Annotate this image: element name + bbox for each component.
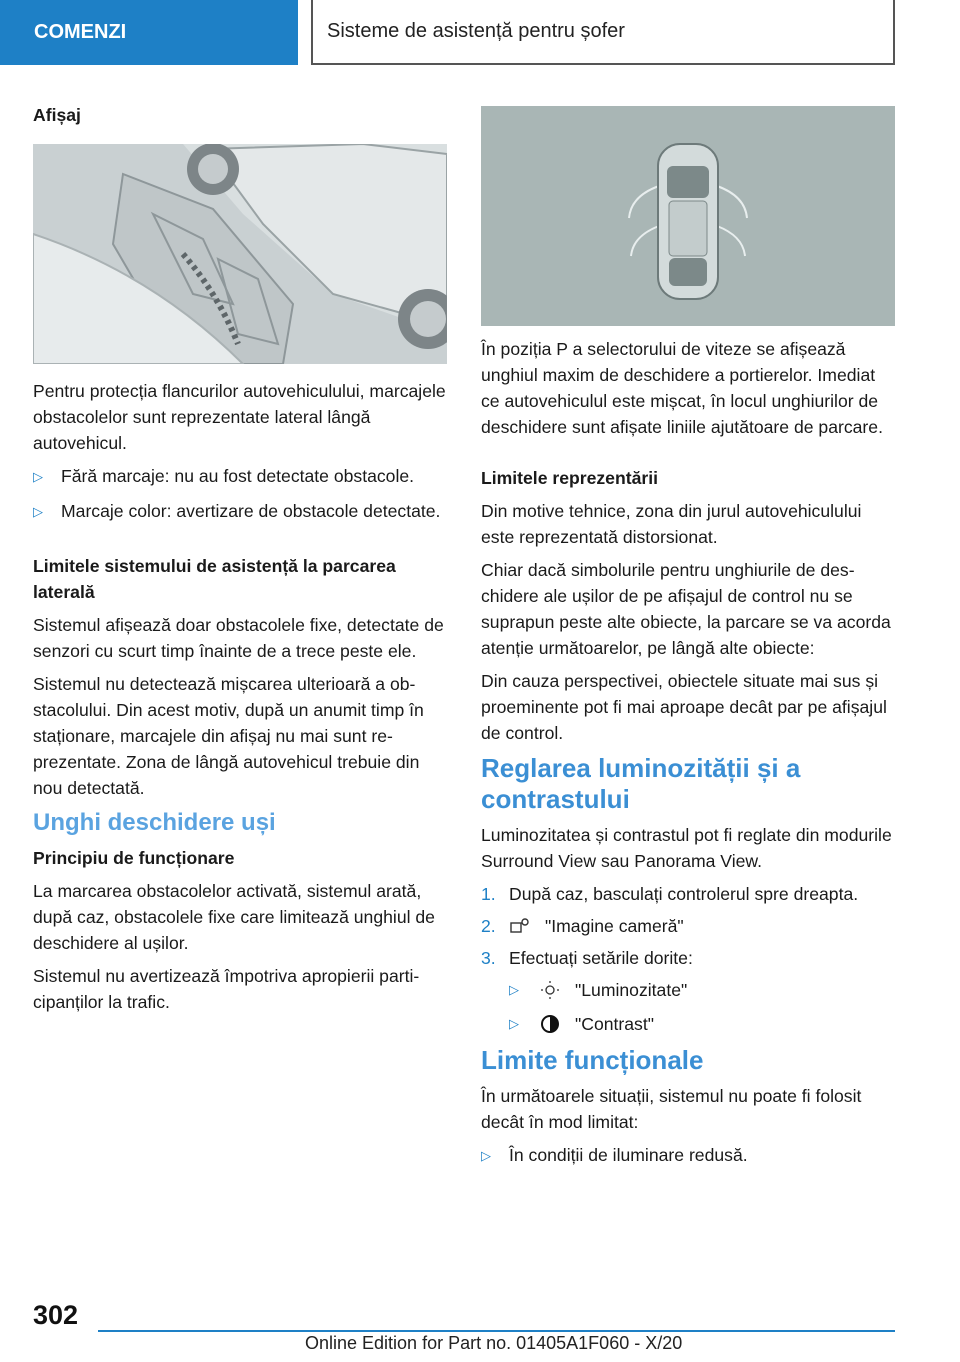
limits-paragraph-2: Sistemul nu detectează mișcarea ulterioară a obstacolului. Din acest motiv, după un anumit timp în staționare, marcajele din afișaj nu mai sunt reprezentate. Zona de lângă autovehicul trebuie din nou detectată. — [33, 674, 424, 798]
section-tab — [0, 0, 298, 65]
triangle-right-icon: ▷ — [33, 469, 43, 484]
step-number: 2. — [481, 916, 496, 936]
triangle-right-icon: ▷ — [509, 982, 519, 997]
contrast-icon — [539, 1014, 561, 1034]
door-opening-angle-illustration — [481, 106, 895, 326]
principle-heading: Principiu de funcționare — [33, 848, 235, 868]
footer-divider — [98, 1330, 895, 1332]
representation-paragraph-2: Chiar dacă simbolurile pentru unghiurile de deschidere ale ușilor de pe afișajul de control nu se suprapun peste alte obiecte, la parcare se va acorda atenție următoarelor, pe lângă alte obiecte: — [481, 560, 891, 658]
step-text: "Imagine cameră" — [545, 916, 684, 936]
brightness-paragraph: Luminozitatea și contrastul pot fi reglate din modurile Surround View sau Panorama View. — [481, 825, 892, 871]
triangle-right-icon: ▷ — [481, 1148, 491, 1163]
functional-limits-paragraph: În următoarele situații, sistemul nu poate fi folosit decât în mod limitat: — [481, 1086, 862, 1132]
limits-paragraph-1: Sistemul afișează doar obstacolele fixe, detectate de senzori cu scurt timp înainte de a trece peste ele. — [33, 615, 444, 661]
bullet-text: În condiții de iluminare redusă. — [509, 1145, 748, 1165]
step-content — [509, 913, 684, 939]
brightness-heading: Reglarea luminozității și a contrastului — [481, 753, 801, 814]
step-item — [481, 913, 897, 939]
list-item — [33, 463, 449, 490]
display-heading: Afișaj — [33, 105, 81, 125]
sun-icon — [539, 980, 561, 1000]
door-angle-heading: Unghi deschidere uși — [33, 809, 276, 836]
gear-paragraph: În poziția P a selectorului de viteze se afișează unghiul maxim de deschidere a portierelor. Imediat ce autovehiculul este mișcat, în locul unghiurilor de deschidere sunt afișate liniile ajutătoare de parcare. — [481, 339, 883, 437]
right-column — [481, 336, 897, 1177]
principle-paragraph-1: La marcarea obstacolelor activată, sistemul arată, după caz, obstacolele fixe care limitează unghiul de deschidere al ușilor. — [33, 881, 435, 953]
step-number: 3. — [481, 948, 496, 968]
representation-paragraph-1: Din motive tehnice, zona din jurul autovehiculului este reprezentată distorsionat. — [481, 501, 862, 547]
camera-settings-icon — [509, 916, 531, 936]
principle-paragraph-2: Sistemul nu avertizează împotriva apropierii participanților la trafic. — [33, 966, 420, 1012]
sub-text: "Contrast" — [575, 1014, 654, 1034]
left-column — [33, 102, 449, 135]
representation-heading: Limitele reprezentării — [481, 468, 658, 488]
bullet-text: Fără marcaje: nu au fost detectate obstacole. — [61, 466, 415, 486]
step-item — [481, 945, 897, 971]
section-label: COMENZI — [34, 21, 127, 43]
list-item — [33, 498, 449, 525]
intro-paragraph: Pentru protecția flancurilor autovehiculului, marcajele obstacolelor sunt reprezentate lateral lângă autovehicul. — [33, 381, 446, 453]
step-number: 1. — [481, 884, 496, 904]
page-number: 302 — [33, 1300, 79, 1330]
sub-item — [509, 977, 897, 1003]
footer-edition: Online Edition for Part no. 01405A1F060 - X/20 — [305, 1333, 683, 1353]
chapter-title: Sisteme de asistență pentru șofer — [327, 20, 625, 42]
sub-text: "Luminozitate" — [575, 980, 688, 1000]
parking-side-illustration — [33, 144, 447, 364]
left-text — [33, 378, 449, 1022]
functional-limits-heading: Limite funcționale — [481, 1045, 704, 1075]
triangle-right-icon: ▷ — [509, 1016, 519, 1031]
step-item — [481, 881, 897, 907]
bullet-text: Marcaje color: avertizare de obstacole detectate. — [61, 501, 441, 521]
list-item — [481, 1142, 897, 1169]
representation-paragraph-3: Din cauza perspectivei, obiectele situate mai sus și proeminente pot fi mai aproape decât par pe afișajul de control. — [481, 671, 887, 743]
step-text: Efectuați setările dorite: — [509, 948, 693, 968]
sub-item — [509, 1011, 897, 1037]
step-text: După caz, basculați controlerul spre dreapta. — [509, 884, 859, 904]
triangle-right-icon: ▷ — [33, 504, 43, 519]
limits-heading: Limitele sistemului de asistență la parcarea laterală — [33, 556, 396, 602]
chapter-title-box — [311, 0, 895, 65]
